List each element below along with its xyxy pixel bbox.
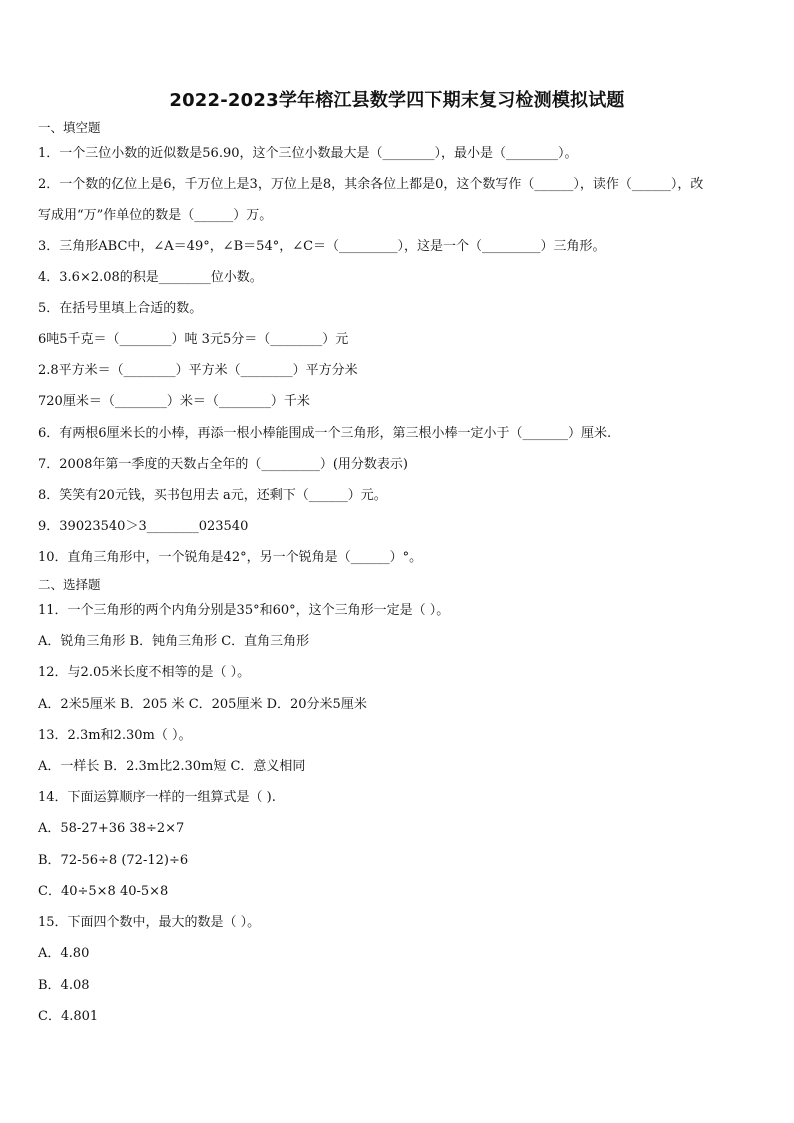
question-7: 7．2008年第一季度的天数占全年的（_________）(用分数表示) [38, 457, 408, 472]
question-15-option-c: C．4.801 [38, 1009, 99, 1024]
question-5-row-2: 2.8平方米＝（________）平方米（________）平方分米 [38, 363, 358, 378]
question-13: 13．2.3m和2.30m（ ）。 [38, 728, 192, 743]
question-9: 9．39023540＞3________023540 [38, 519, 249, 534]
page-title: 2022-2023学年榕江县数学四下期末复习检测模拟试题 [169, 90, 625, 111]
question-10: 10．直角三角形中，一个锐角是42°，另一个锐角是（______）°。 [38, 550, 423, 565]
question-6: 6．有两根6厘米长的小棒，再添一根小棒能围成一个三角形，第三根小棒一定小于（_______）厘米. [38, 426, 612, 441]
section-heading-fill-in: 一、填空题 [38, 120, 101, 135]
question-14-option-a: A．58-27+36 38÷2×7 [38, 821, 185, 836]
question-14: 14．下面运算顺序一样的一组算式是（ ). [38, 790, 276, 805]
question-5-row-1: 6吨5千克＝（________）吨 3元5分＝（________）元 [38, 332, 349, 347]
question-2: 2．一个数的亿位上是6，千万位上是3，万位上是8，其余各位上都是0，这个数写作（______），读作（______），改 [38, 177, 704, 192]
question-13-options: A．一样长 B．2.3m比2.30m短 C．意义相同 [38, 759, 306, 774]
question-11: 11．一个三角形的两个内角分别是35°和60°，这个三角形一定是（ ）。 [38, 603, 450, 618]
question-8: 8．笑笑有20元钱，买书包用去 a元，还剩下（______）元。 [38, 488, 387, 503]
question-15-option-b: B．4.08 [38, 978, 90, 993]
question-2-continued: 写成用“万”作单位的数是（______）万。 [38, 208, 273, 223]
question-15-option-a: A．4.80 [38, 946, 90, 961]
question-11-options: A．锐角三角形 B．钝角三角形 C．直角三角形 [38, 634, 310, 649]
question-15: 15．下面四个数中，最大的数是（ ）。 [38, 915, 261, 930]
question-12-options: A．2米5厘米 B．205 米 C．205厘米 D．20分米5厘米 [38, 697, 367, 712]
question-12: 12．与2.05米长度不相等的是（ ）。 [38, 665, 251, 680]
section-heading-choice: 二、选择题 [38, 577, 101, 592]
question-1: 1．一个三位小数的近似数是56.90，这个三位小数最大是（________），最小是（________）。 [38, 146, 578, 161]
question-3: 3．三角形ABC中，∠A＝49°，∠B＝54°，∠C＝（_________），这是一个（_________）三角形。 [38, 239, 606, 254]
question-14-option-b: B．72-56÷8 (72-12)÷6 [38, 853, 189, 868]
question-4: 4．3.6×2.08的积是________位小数。 [38, 270, 263, 285]
question-5-row-3: 720厘米＝（________）米＝（________）千米 [38, 394, 310, 409]
question-14-option-c: C．40÷5×8 40-5×8 [38, 884, 169, 899]
question-5: 5．在括号里填上合适的数。 [38, 301, 203, 316]
